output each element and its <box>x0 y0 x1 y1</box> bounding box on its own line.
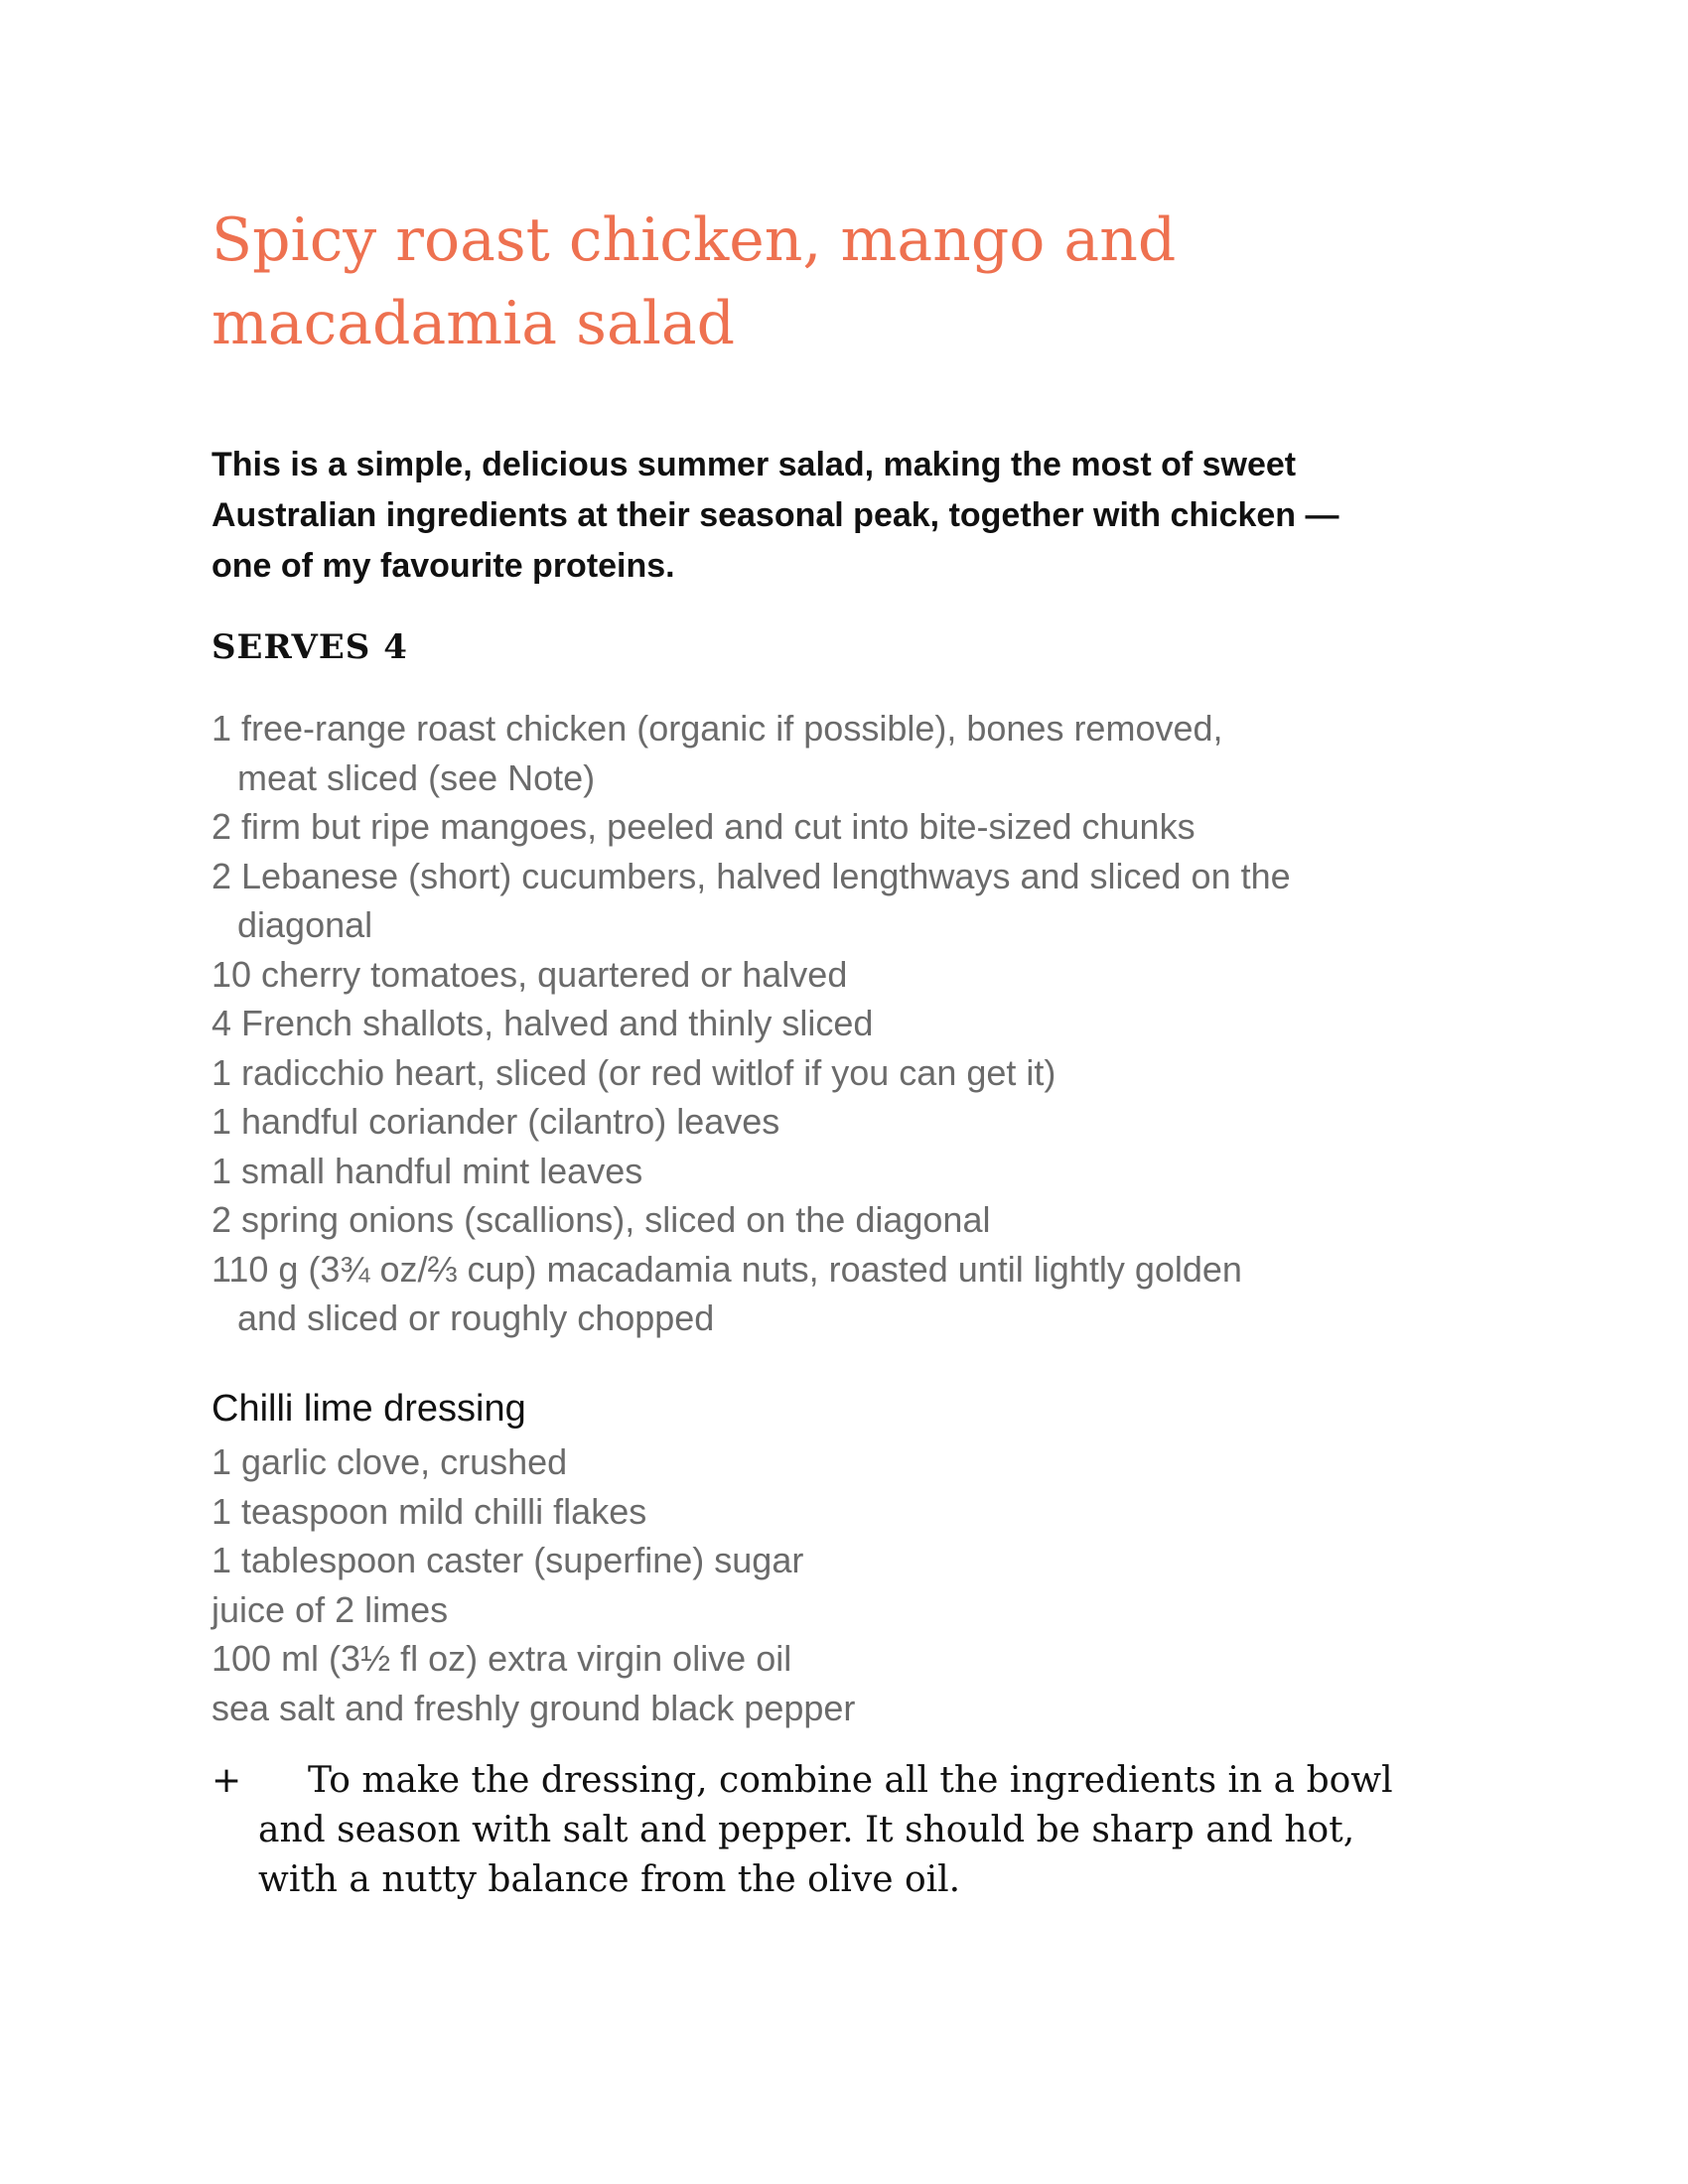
dressing-ingredient-item: 1 tablespoon caster (superfine) sugar <box>211 1540 804 1580</box>
dressing-heading: Chilli lime dressing <box>211 1388 526 1430</box>
ingredient-item <box>211 1097 1492 1147</box>
ingredient-line: 4 French shallots, halved and thinly sliced <box>211 1003 874 1043</box>
ingredient-line: and sliced or roughly chopped <box>237 1297 715 1338</box>
ingredient-line: 2 firm but ripe mangoes, peeled and cut into bite-sized chunks <box>211 806 1196 847</box>
ingredient-item <box>211 999 1492 1048</box>
dressing-ingredient-list <box>211 1437 1492 1732</box>
method-step <box>211 1756 1492 1905</box>
ingredient-line: 1 radicchio heart, sliced (or red witlof if you can get it) <box>211 1051 1056 1093</box>
recipe-title-line: macadamia salad <box>211 289 736 358</box>
ingredient-item <box>211 704 1492 802</box>
intro-line: This is a simple, delicious summer salad, making the most of sweet <box>211 446 1297 483</box>
ingredient-item <box>211 950 1492 1000</box>
ingredient-line: 1 handful coriander (cilantro) leaves <box>211 1101 780 1142</box>
method-line: and season with salt and pepper. It should be sharp and hot, <box>258 1810 1355 1850</box>
ingredient-item <box>211 802 1492 852</box>
dressing-ingredient-item: 100 ml (3½ fl oz) extra virgin olive oil <box>211 1638 792 1679</box>
ingredient-line: 1 small handful mint leaves <box>211 1150 643 1191</box>
dressing-ingredient-item: 1 teaspoon mild chilli flakes <box>211 1490 647 1532</box>
dressing-ingredient-item: juice of 2 limes <box>211 1588 449 1630</box>
plus-bullet-icon: + <box>211 1760 242 1801</box>
intro-line: one of my favourite proteins. <box>211 547 675 585</box>
serves-heading: SERVES 4 <box>211 627 408 667</box>
dressing-ingredient-item: sea salt and freshly ground black pepper <box>211 1687 856 1728</box>
recipe-title-line: Spicy roast chicken, mango and <box>211 205 1177 275</box>
ingredient-item <box>211 852 1492 950</box>
intro-line: Australian ingredients at their seasonal peak, together with chicken — <box>211 496 1339 534</box>
ingredient-line: diagonal <box>237 904 373 945</box>
recipe-intro <box>211 440 1492 592</box>
method-line: with a nutty balance from the olive oil. <box>258 1859 961 1900</box>
ingredient-line: 2 spring onions (scallions), sliced on the diagonal <box>211 1199 991 1240</box>
method-step-text <box>211 1756 1492 1905</box>
ingredient-item <box>211 1195 1492 1245</box>
ingredient-line: 10 cherry tomatoes, quartered or halved <box>211 953 848 995</box>
ingredient-item <box>211 1147 1492 1196</box>
recipe-title <box>211 199 1492 365</box>
method-line: To make the dressing, combine all the ingredients in a bowl <box>308 1760 1393 1801</box>
ingredient-line: meat sliced (see Note) <box>237 756 596 798</box>
ingredient-line: 110 g (3¾ oz/⅔ cup) macadamia nuts, roasted until lightly golden <box>211 1248 1242 1290</box>
ingredient-line: 2 Lebanese (short) cucumbers, halved lengthways and sliced on the <box>211 855 1291 896</box>
ingredient-line: 1 free-range roast chicken (organic if possible), bones removed, <box>211 708 1223 749</box>
ingredient-item <box>211 1245 1492 1343</box>
ingredient-list <box>211 704 1492 1343</box>
ingredient-item <box>211 1048 1492 1098</box>
dressing-ingredient-item: 1 garlic clove, crushed <box>211 1441 568 1482</box>
